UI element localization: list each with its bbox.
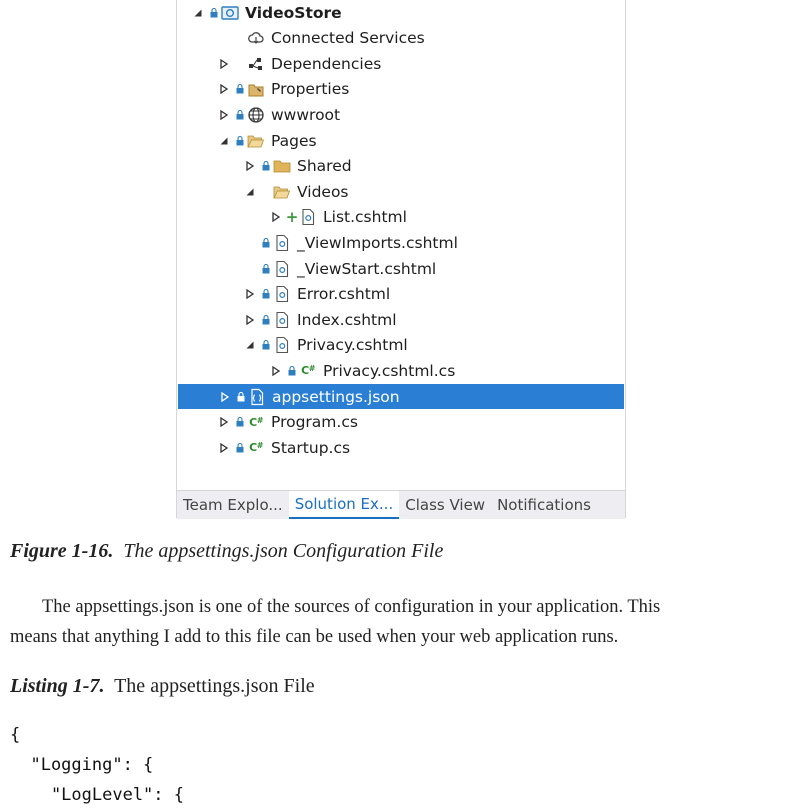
lock-icon [236,390,246,404]
tree-item[interactable] [177,256,625,281]
collapsed-arrow-icon[interactable] [243,313,257,327]
code-line: "Logging": { [10,755,154,775]
code-listing [10,720,184,810]
razor-file-icon [273,234,291,252]
tree-item-label: Videos [297,182,349,201]
lock-icon [235,82,245,96]
tree-item[interactable] [177,333,625,358]
folder-open-icon [273,183,291,201]
tree-item[interactable] [177,77,625,102]
lock-icon [261,338,271,352]
listing-number: Listing 1-7. [10,675,105,697]
collapsed-arrow-icon[interactable] [243,287,257,301]
figure-title: The appsettings.json Configuration File [123,540,444,562]
tree-item-label: wwwroot [271,105,341,124]
tree-item-label: _ViewImports.cshtml [297,233,458,252]
razor-file-icon [273,285,291,303]
collapsed-arrow-icon[interactable] [217,441,231,455]
paragraph-line-2: means that anything I add to this file can be used when your web application runs. [10,627,619,647]
tree-item-label: Startup.cs [271,438,351,457]
collapsed-arrow-icon[interactable] [217,415,231,429]
cloud-icon [247,29,265,47]
collapsed-arrow-icon[interactable] [217,108,231,122]
lock-icon [209,6,219,20]
tree-item[interactable] [177,0,625,25]
tree-item[interactable] [177,26,625,51]
lock-icon [287,364,297,378]
tree-item[interactable] [177,230,625,255]
tree-item-label: Error.cshtml [297,285,391,304]
lock-icon [235,415,245,429]
body-paragraph [10,592,800,652]
lock-icon [235,441,245,455]
razor-file-icon [299,208,317,226]
code-line: "LogLevel": { [10,785,184,805]
collapsed-arrow-icon[interactable] [243,159,257,173]
tree-item[interactable] [177,154,625,179]
tree-item-label: Privacy.cshtml [297,336,408,355]
tree-item-label: Program.cs [271,413,358,432]
expanded-arrow-icon[interactable] [243,185,257,199]
tree-item[interactable] [177,358,625,383]
tree-item-label: Shared [297,157,352,176]
csharp-icon: C# [301,364,315,378]
tab-class-view[interactable]: Class View [405,496,486,514]
tree-item-label: _ViewStart.cshtml [297,259,437,278]
status-glyph [235,31,245,45]
tree-item[interactable] [177,51,625,76]
folder-open-icon [247,132,265,150]
csharp-icon: C# [249,415,263,429]
tree-item-label: appsettings.json [272,387,400,406]
globe-icon [247,106,265,124]
paragraph-line-1: The appsettings.json is one of the sources of configuration in your application. This [42,597,661,617]
tree-item[interactable] [177,205,625,230]
dependencies-icon [247,55,265,73]
listing-title: The appsettings.json File [114,675,315,697]
tab-notifications[interactable]: Notifications [497,496,591,514]
expanded-arrow-icon[interactable] [191,6,205,20]
collapsed-arrow-icon[interactable] [217,57,231,71]
tree-item[interactable] [177,435,625,460]
status-glyph [235,57,245,71]
tab-solution-explorer[interactable]: Solution Ex... [289,491,400,519]
expanded-arrow-icon[interactable] [217,134,231,148]
figure-number: Figure 1-16. [10,540,114,562]
tree-item[interactable] [177,179,625,204]
csharp-icon: C# [249,441,263,455]
tree-item[interactable] [177,410,625,435]
tree-item-label: Privacy.cshtml.cs [323,361,456,380]
add-icon: + [285,208,299,227]
folder-icon [273,157,291,175]
lock-icon [235,108,245,122]
lock-icon [235,134,245,148]
figure-caption [10,540,443,563]
expanded-arrow-icon[interactable] [243,338,257,352]
tree-item-label: Index.cshtml [297,310,397,329]
lock-icon [261,236,271,250]
code-line: { [10,725,21,745]
status-glyph [261,185,271,199]
tree-item-label: Connected Services [271,29,425,48]
collapsed-arrow-icon[interactable] [269,364,283,378]
tree-item[interactable] [178,384,624,409]
tree-item-label: Dependencies [271,54,382,73]
tree-item[interactable] [177,102,625,127]
tree-item-label: VideoStore [245,3,342,22]
razor-file-icon [273,336,291,354]
listing-caption [10,675,315,698]
tab-team-explorer[interactable]: Team Explo... [183,496,283,514]
razor-file-icon [273,260,291,278]
tree-item-label: Properties [271,80,350,99]
panel-tab-bar [177,490,625,519]
tree-item-label: List.cshtml [323,208,407,227]
tree-item-label: Pages [271,131,317,150]
lock-icon [261,159,271,173]
properties-icon [247,80,265,98]
collapsed-arrow-icon[interactable] [217,82,231,96]
solution-explorer-panel [176,0,626,518]
lock-icon [261,262,271,276]
lock-icon [261,313,271,327]
project-icon [221,4,239,22]
json-file-icon [248,388,266,406]
tree-item[interactable] [177,128,625,153]
collapsed-arrow-icon[interactable] [269,210,283,224]
tree-item[interactable] [177,282,625,307]
collapsed-arrow-icon[interactable] [218,390,232,404]
tree-item[interactable] [177,307,625,332]
lock-icon [261,287,271,301]
razor-file-icon [273,311,291,329]
